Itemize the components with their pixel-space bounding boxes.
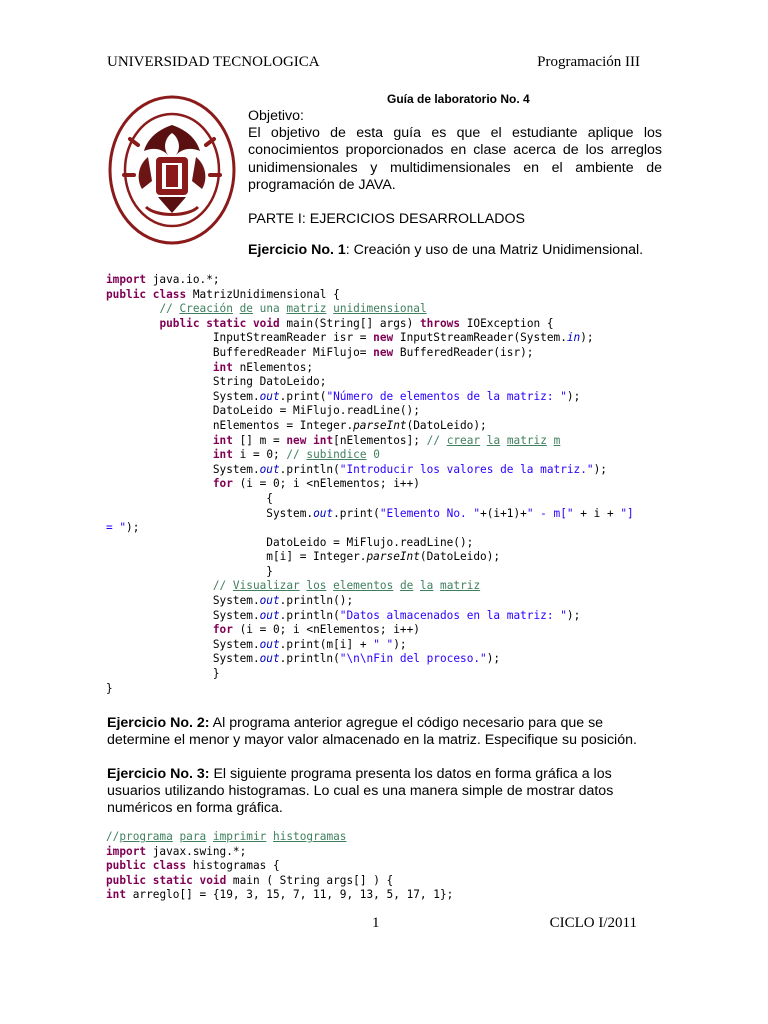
code-line [106,477,666,492]
code-token: "Elemento No. " [379,506,481,520]
code-token: histogramas { [186,859,280,873]
code-token: matriz [286,302,327,316]
code-token: BufferedReader MiFlujo= [106,345,374,359]
header-institution: UNIVERSIDAD TECNOLOGICA [107,54,320,70]
code-token: in [566,331,581,345]
code-token [266,830,273,843]
code-token: crear [446,433,481,447]
code-token: Visualizar [232,579,300,593]
code-token: la [486,433,501,447]
code-token: [nElementos]; [333,433,427,447]
code-token: // [426,433,447,447]
code-token: main ( String args[] ) { [226,873,394,887]
code-token: la [420,579,434,593]
code-token: new [373,331,394,345]
code-line [106,434,666,449]
exercise-2-text: Al programa anterior agregue el código necesario para que se determine el menor y mayor valor almacenado en la matriz. Especifique su posición. [107,715,637,749]
code-token: DatoLeido = MiFlujo.readLine(); [106,404,420,418]
code-token: new [286,433,307,447]
code-token: (DatoLeido); [419,550,501,564]
code-line [106,404,666,419]
code-line [106,888,666,903]
code-line [106,594,666,609]
code-token: throws [419,316,461,330]
code-token: ); [580,331,594,345]
code-token: BufferedReader(isr); [393,345,534,359]
code-line [106,492,666,507]
code-token [233,302,240,315]
code-token: (i = 0; i <nElementos; i++) [232,623,420,637]
code-line [106,845,666,860]
code-token: java.io.*; [146,273,220,286]
code-token: System. [106,608,260,622]
code-token: de [399,579,414,593]
footer-cycle: CICLO I/2011 [549,915,637,931]
code-line [106,361,666,376]
code-token [547,434,554,447]
code-token: System. [106,506,314,520]
code-line [106,536,666,551]
code-token: public [106,287,147,301]
code-token: .print( [333,506,380,520]
code-token: .println(); [279,594,354,608]
objective-block [248,108,662,259]
code-token: out [259,462,280,476]
code-token: } [106,681,113,695]
code-line [106,273,666,288]
code-token: .print(m[i] + [279,637,374,651]
code-line [106,507,666,522]
code-line [106,874,666,889]
code-token: static [206,316,247,330]
code-token: parseInt [353,418,407,432]
code-line [106,288,666,303]
code-token: .println( [279,462,340,476]
code-line [106,623,666,638]
code-token [393,579,400,592]
code-token [106,434,213,447]
code-line [106,638,666,653]
code-line [106,317,666,332]
code-token: para [179,830,207,843]
code-token [413,579,420,592]
exercise-3-label: Ejercicio No. 3: [107,766,210,782]
code-token: "Datos almacenados en la matriz: " [339,608,567,622]
code-token [480,434,487,447]
code-token: DatoLeido = MiFlujo.readLine(); [106,535,474,549]
code-token: import [106,844,147,858]
code-token: void [199,873,227,887]
code-line [106,652,666,667]
code-token [246,317,253,330]
code-line [106,331,666,346]
code-token: } [106,667,220,681]
code-token: de [239,302,253,316]
code-token: public [106,873,147,887]
guide-title: Guía de laboratorio No. 4 [387,92,530,106]
code-line [106,609,666,624]
exercise-1-text: : Creación y uso de una Matriz Unidimensional. [345,242,644,259]
code-token: ); [566,389,581,403]
code-token: ); [566,608,581,622]
code-token: los [306,579,327,593]
code-token: "Número de elementos de la matriz: " [326,389,567,403]
exercise-1 [248,242,662,259]
code-token: nElementos; [232,360,314,374]
code-token: new [373,345,394,359]
code-token: class [152,287,187,301]
code-token: programa [119,830,173,843]
code-token: (i = 0; i <nElementos; i++) [232,477,420,491]
code-token: System. [106,594,260,608]
code-token [500,434,507,447]
code-token: ); [593,462,607,476]
code-token [146,288,153,301]
code-token: histogramas [273,830,347,843]
exercise-3-text: El siguiente programa presenta los datos en forma gráfica a los usuarios utilizando histogramas. Lo cual es una manera simple de mostrar datos numéricos en forma gráfica. [107,766,614,817]
code-token: subindice [306,448,367,462]
code-token: } [106,564,273,578]
code-token: out [259,637,280,651]
code-token: // [212,579,233,593]
code-line [106,565,666,580]
code-token: javax.swing.*; [146,844,247,858]
code-line [106,390,666,405]
code-token: parseInt [366,550,420,564]
code-token: Creación [179,302,233,316]
code-token: // [159,302,180,316]
code-token: m[i] = Integer. [106,550,367,564]
code-token: imprimir [212,830,267,843]
code-line [106,859,666,874]
code-token: = " [106,521,127,535]
code-line [106,302,666,317]
objective-heading: Objetivo: [248,108,304,124]
code-token: .println( [279,652,340,666]
code-token: i = 0; [232,448,287,462]
code-token: public [159,316,200,330]
code-line [106,448,666,463]
code-token: " - m[" [526,506,574,520]
code-token: // [286,448,307,462]
code-token [106,579,213,592]
code-token: (DatoLeido); [406,418,487,432]
code-token: +(i+1)+ [480,506,527,520]
code-token: public [106,859,147,873]
code-token: int [106,888,127,902]
code-token: ); [486,652,501,666]
code-token: .print( [279,389,327,403]
code-token: int [212,448,233,462]
code-line [106,375,666,390]
code-token: String DatoLeido; [106,375,327,389]
code-token [146,874,153,887]
code-token: elementos [333,579,394,593]
code-listing-histogramas [106,830,666,903]
code-token [106,317,159,330]
code-token: "\n\nFin del proceso." [339,652,487,666]
code-token: out [259,389,280,403]
code-token: "] [620,506,634,520]
code-token: una [252,302,287,316]
code-token [106,477,213,490]
code-token [146,859,153,872]
code-token: for [212,477,233,491]
exercise-2 [107,715,663,749]
code-listing-matriz [106,273,666,696]
code-token: 0 [366,448,380,462]
code-token [193,874,200,887]
code-line [106,463,666,478]
code-token: [] m = [232,433,287,447]
code-line [106,419,666,434]
code-token: + i + [573,506,621,520]
code-token: import [106,273,147,286]
code-token: ); [393,637,407,651]
code-line [106,579,666,594]
code-token: MatrizUnidimensional { [186,287,340,301]
code-token: System. [106,637,260,651]
code-token: InputStreamReader isr = [106,331,374,345]
code-token: int [212,433,233,447]
code-token: for [212,623,233,637]
code-token: int [212,360,233,374]
code-token: System. [106,462,260,476]
code-token: unidimensional [333,302,427,316]
exercise-2-label: Ejercicio No. 2: [107,715,210,731]
code-token: IOException { [460,316,554,330]
university-seal-icon [108,95,236,245]
code-token: { [106,491,273,505]
code-token [106,448,213,461]
header-course: Programación III [537,54,640,70]
code-token: .println( [279,608,340,622]
code-token: static [152,873,193,887]
code-line [106,830,666,845]
code-token: // [106,830,120,843]
code-line [106,682,666,697]
code-token: nElementos = Integer. [106,418,354,432]
page-number: 1 [372,915,380,931]
exercise-1-label: Ejercicio No. 1 [248,242,346,259]
code-token [206,830,213,843]
code-line [106,667,666,682]
code-token: InputStreamReader(System. [393,331,567,345]
code-token: matriz [440,579,481,593]
code-token: matriz [506,433,547,447]
code-token: ); [126,521,140,535]
code-token: m [553,433,561,447]
code-token: out [259,594,280,608]
code-token: out [259,652,280,666]
code-token: "Introducir los valores de la matriz." [339,462,594,476]
code-line [106,550,666,565]
part-heading: PARTE I: EJERCICIOS DESARROLLADOS [248,211,525,228]
code-token: class [152,859,187,873]
code-token: System. [106,389,260,403]
code-token: main(String[] args) [279,316,420,330]
code-token: arreglo[] = {19, 3, 15, 7, 11, 9, 13, 5, 17, 1}; [126,888,454,902]
code-token [106,302,159,315]
code-line [106,521,666,536]
objective-text: El objetivo de esta guía es que el estudiante aplique los conocimientos proporcionados en clase acerca de los arreglos unidimensionales y multidimensionales en el ambiente de programación de JAVA. [248,125,662,193]
exercise-3 [107,766,663,818]
code-token: System. [106,652,260,666]
code-token: void [252,316,280,330]
code-token: " " [373,637,394,651]
code-token [106,623,213,636]
code-line [106,346,666,361]
code-token [106,361,213,374]
code-token: out [259,608,280,622]
code-token: int [313,433,334,447]
code-token: out [313,506,334,520]
